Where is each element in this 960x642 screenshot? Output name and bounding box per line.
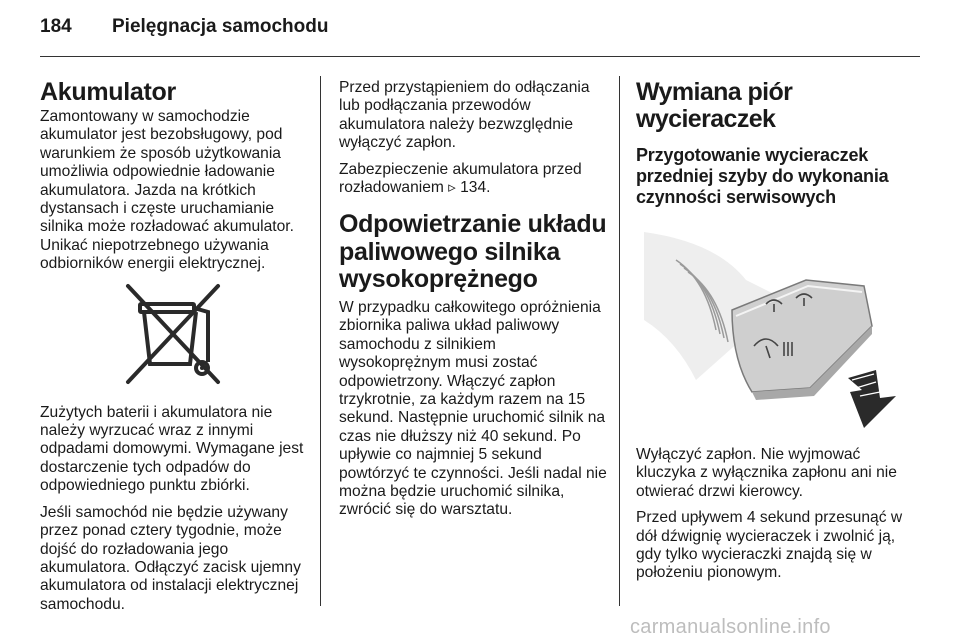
disposal-icon-wrap (40, 282, 312, 390)
watermark: carmanualsonline.info (630, 616, 831, 638)
wiper-lever-illustration-wrap (636, 220, 906, 432)
battery-paragraph-2: Zużytych baterii i akumulatora nie należy wyrzucać wraz z innymi odpadami domowymi. Wymagane jest dostarczenie tych odpadów do odpowiedniego punktu zbiórki. (40, 403, 304, 495)
battery-disconnect-paragraph: Przed przystąpieniem do odłączania lub podłączania przewodów akumulatora należy bezwzględnie wyłączyć zapłon. (339, 79, 590, 152)
wiper-lever-illustration (636, 220, 900, 432)
column-divider (619, 76, 620, 606)
column-fuel (339, 79, 611, 528)
section-heading-wipers: Wymiana piór wycieraczek (636, 78, 793, 133)
column-battery (40, 79, 312, 622)
wiper-paragraph-2: Przed upływem 4 sekund przesunąć w dół dźwignię wycieraczek i zwolnić ją, gdy tylko wycieraczki znajdą się w położeniu pionowym. (636, 509, 903, 582)
header-rule (40, 56, 920, 57)
battery-paragraph-3: Jeśli samochód nie będzie używany przez ponad cztery tygodnie, może dojść do rozładowania jego akumulatora. Odłączyć zacisk ujemny akumulatora od instalacji elektrycznej samochodu. (40, 503, 301, 613)
page-header (40, 16, 328, 38)
column-divider (320, 76, 321, 606)
subheading-wiper-prep: Przygotowanie wycieraczek przedniej szyby do wykonania czynności serwisowych (636, 145, 889, 207)
page-reference[interactable]: 134. (460, 179, 491, 197)
battery-protection-paragraph (339, 161, 611, 198)
section-heading-fuel-bleeding: Odpowietrzanie układu paliwowego silnika wysokoprężnego (339, 210, 607, 294)
crossed-out-wheelie-bin-icon (118, 282, 228, 390)
page-title: Pielęgnacja samochodu (112, 16, 329, 37)
battery-protection-text: Zabezpieczenie akumulatora przed rozładowaniem (339, 160, 582, 197)
column-wipers (636, 79, 906, 591)
section-heading-battery: Akumulator (40, 78, 176, 106)
battery-paragraph-1: Zamontowany w samochodzie akumulator jest bezobsługowy, pod warunkiem że sposób użytkowania umożliwia odpowiednie ładowanie akumulatora. Jazda na krótkich dystansach i częste uruchamianie silnika może rozładować akumulator. Unikać niepotrzebnego używania odbiorników energii elektrycznej. (40, 108, 294, 273)
fuel-bleeding-paragraph: W przypadku całkowitego opróżnienia zbiornika paliwa układ paliwowy samochodu z silnikiem wysokoprężnym musi zostać odpowietrzony. Włączyć zapłon trzykrotnie, za każdym razem na 15 sekund. Następnie uruchomić silnik na czas nie dłuższy niż 40 sekund. Po upływie co najmniej 5 sekund powtórzyć te czynności. Jeśli nadal nie można będzie uruchomić silnika, zwrócić się do warsztatu. (339, 298, 607, 519)
wiper-paragraph-1: Wyłączyć zapłon. Nie wyjmować kluczyka z wyłącznika zapłonu ani nie otwierać drzwi kierowcy. (636, 446, 897, 500)
reference-arrow-icon: ▹ (448, 179, 456, 197)
page-number: 184 (40, 16, 72, 37)
